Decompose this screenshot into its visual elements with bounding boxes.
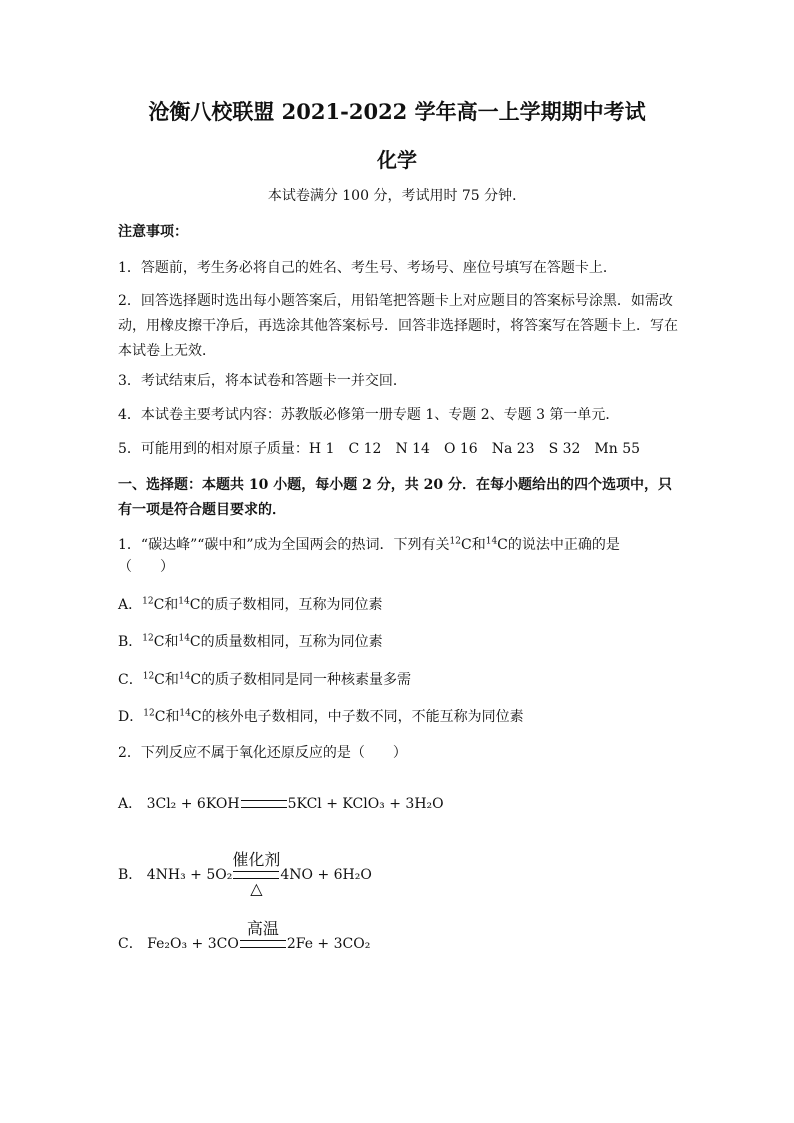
reaction-condition: 高温 (246, 919, 279, 938)
equation-reactants: Fe₂O₃ + 3CO (147, 936, 239, 952)
subject-title: 化学 (377, 148, 417, 172)
conjunction: 和 (164, 634, 179, 650)
equation-reactants: 4NH₃ + 5O₂ (146, 867, 233, 883)
element-symbol: C (153, 634, 165, 650)
note-item-3: 3．考试结束后，将本试卷和答题卡一并交回． (118, 373, 407, 389)
equation-products: 2Fe + 3CO₂ (286, 936, 371, 952)
option-label: B． (118, 634, 143, 650)
isotope-mass-12: 12 (142, 596, 154, 607)
option-text: 的质子数相同是同一种核素量多需 (201, 672, 412, 688)
exam-title: 沧衡八校联盟 2021-2022 学年高一上学期期中考试 (148, 99, 646, 124)
q2-option-a (118, 793, 444, 813)
notes-heading: 注意事项： (118, 224, 188, 240)
option-text: 的质量数相同，互称为同位素 (200, 634, 383, 650)
option-label: A． (118, 597, 143, 613)
isotope-mass-12: 12 (143, 708, 155, 719)
conjunction: 和 (164, 672, 179, 688)
isotope-mass-12: 12 (142, 671, 155, 682)
equation-products: 4NO + 6H₂O (280, 867, 372, 883)
option-label: A． (118, 796, 143, 812)
heat-symbol: △ (250, 879, 263, 898)
q1-stem-text: 1．“碳达峰”“碳中和”成为全国两会的热词．下列有关 (118, 537, 450, 553)
note-item-1: 1．答题前，考生务必将自己的姓名、考生号、考场号、座位号填写在答题卡上． (118, 260, 617, 276)
option-label: B． (118, 867, 143, 883)
isotope-mass-14: 14 (485, 536, 498, 547)
conjunction: 和 (164, 597, 179, 613)
exam-info: 本试卷满分 100 分，考试用时 75 分钟． (267, 188, 527, 204)
element-symbol: C (189, 634, 201, 650)
q1-option-a (118, 595, 382, 615)
note-item-4: 4．本试卷主要考试内容：苏教版必修第一册专题 1、专题 2、专题 3 第一单元． (118, 407, 620, 423)
equation-arrow (232, 850, 281, 898)
equation-arrow (240, 919, 286, 948)
element-symbol: C (189, 597, 201, 613)
q1-stem (118, 535, 620, 555)
option-label: C． (118, 936, 143, 952)
q1-option-c (118, 670, 411, 690)
equation-arrow (241, 800, 287, 808)
element-symbol: C (154, 672, 165, 688)
q2-option-c (118, 919, 371, 953)
equation-reactants: 3Cl₂ + 6KOH (146, 796, 240, 812)
q1-blank: （ ） (118, 559, 174, 575)
q2-stem: 2．下列反应不属于氧化还原反应的是（ ） (118, 745, 407, 761)
option-text: 的质子数相同，互称为同位素 (200, 597, 383, 613)
section-1-heading: 一、选择题：本题共 10 小题，每小题 2 分，共 20 分．在每小题给出的四个选项中，只有一项是符合题目要求的． (118, 477, 672, 518)
isotope-mass-14: 14 (178, 596, 190, 607)
conjunction: 和 (471, 537, 486, 553)
q1-option-b (118, 632, 383, 652)
option-text: 的核外电子数相同，中子数不同，不能互称为同位素 (201, 709, 524, 725)
q2-option-b (118, 850, 372, 898)
element-symbol: C (461, 537, 472, 553)
q1-option-d (118, 707, 524, 727)
isotope-mass-14: 14 (178, 671, 191, 682)
q1-stem-end: 的说法中正确的是 (507, 537, 620, 553)
element-symbol: C (190, 709, 202, 725)
element-symbol: C (153, 597, 165, 613)
element-symbol: C (154, 709, 166, 725)
isotope-mass-14: 14 (178, 633, 190, 644)
option-label: D． (118, 709, 144, 725)
note-item-5: 5．可能用到的相对原子质量：H 1 C 12 N 14 O 16 Na 23 S 32 Mn 55 (118, 441, 641, 457)
isotope-mass-12: 12 (142, 633, 154, 644)
isotope-mass-14: 14 (179, 708, 191, 719)
reaction-condition: 催化剂 (232, 850, 281, 869)
isotope-mass-12: 12 (449, 536, 461, 547)
conjunction: 和 (165, 709, 180, 725)
equation-products: 5KCl + KClO₃ + 3H₂O (287, 796, 444, 812)
note-item-2: 2．回答选择题时选出每小题答案后，用铅笔把答题卡上对应题目的答案标号涂黑．如需改动，用橡皮擦干净后，再选涂其他答案标号．回答非选择题时，将答案写在答题卡上．写在本试卷上无效． (118, 293, 678, 359)
element-symbol: C (190, 672, 202, 688)
option-label: C． (118, 672, 143, 688)
element-symbol: C (497, 537, 508, 553)
